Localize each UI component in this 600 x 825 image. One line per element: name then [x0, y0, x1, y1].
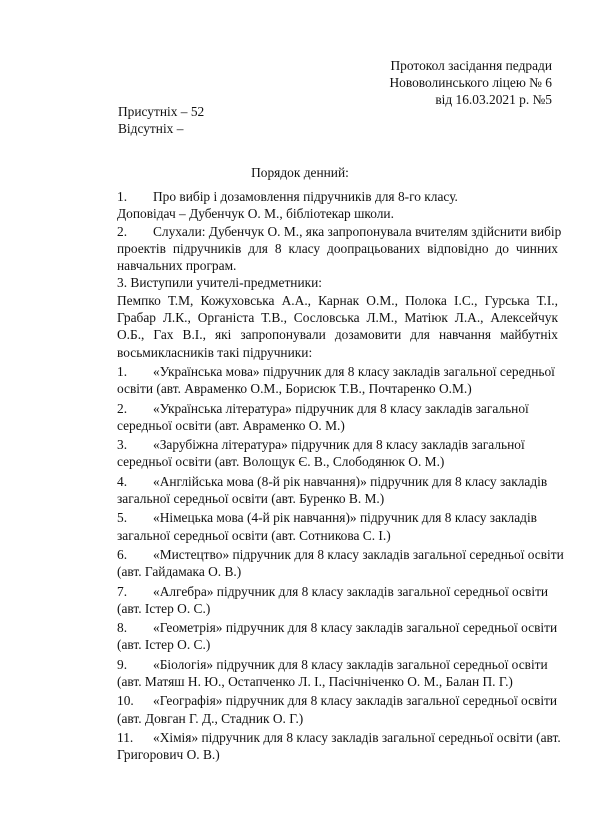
- textbook-authors: середньої освіти (авт. Волощук Є. В., Слободянюк О. М.): [117, 454, 445, 470]
- textbook-item: [117, 692, 558, 727]
- textbook-line-1: [117, 619, 558, 636]
- textbook-number: 3.: [117, 437, 128, 453]
- agenda-title: Порядок денний:: [251, 165, 349, 180]
- textbook-number: 7.: [117, 583, 128, 599]
- speaker-line: Доповідач – Дубенчук О. М., бібліотекар школи.: [117, 206, 394, 222]
- agenda-item-text: Про вибір і дозамовлення підручників для 8-го класу.: [153, 189, 458, 204]
- textbook-item: [117, 583, 558, 618]
- textbook-authors: середньої освіти (авт. Авраменко О. М.): [117, 417, 345, 433]
- textbook-item: [117, 363, 558, 398]
- textbook-line-1: [117, 583, 558, 600]
- textbook-number: 8.: [117, 620, 128, 636]
- agenda-item-number: 1.: [117, 189, 128, 204]
- absent-count: Відсутніх –: [118, 121, 184, 136]
- textbook-number: 10.: [117, 693, 134, 709]
- textbook-authors: (авт. Гайдамака О. В.): [117, 564, 242, 580]
- textbook-title: «Біологія» підручник для 8 класу закладів загальної середньої освіти: [153, 656, 548, 672]
- textbook-list: [117, 363, 564, 764]
- teachers-line-2: Грабар Л.К., Органіста Т.В., Сословська Л.М., Матіюк Л.А., Алексейчук: [117, 310, 558, 326]
- textbook-title: «Зарубіжна література» підручник для 8 класу закладів загальної: [153, 437, 525, 453]
- textbook-line-1: [117, 363, 558, 380]
- textbook-number: 2.: [117, 400, 128, 416]
- textbook-authors: загальної середньої освіти (авт. Буренко В. М.): [117, 491, 385, 507]
- protocol-header: [389, 57, 552, 108]
- textbook-item: [117, 656, 558, 691]
- agenda-item-number: 2.: [117, 223, 128, 239]
- attendance: [118, 103, 204, 137]
- present-count: Присутніх – 52: [118, 104, 205, 119]
- header-line-1: Протокол засідання педради: [390, 58, 552, 73]
- agenda-item-3: 3. Виступили учителі-предметники:: [117, 275, 323, 291]
- textbook-line-1: [117, 546, 564, 563]
- agenda-body: [117, 188, 564, 764]
- textbook-item: [117, 473, 558, 508]
- textbook-authors: (авт. Довган Г. Д., Стадник О. Г.): [117, 710, 304, 726]
- textbook-title: «Мистецтво» підручник для 8 класу закладів загальної середньої освіти: [153, 546, 564, 562]
- textbook-title: «Геометрія» підручник для 8 класу закладів загальної середньої освіти: [153, 620, 558, 636]
- agenda-item-2-line-3: навчальних програм.: [117, 258, 237, 274]
- textbook-authors: освіти (авт. Авраменко О.М., Борисюк Т.В., Почтаренко О.М.): [117, 381, 472, 397]
- textbook-number: 5.: [117, 510, 128, 526]
- textbook-title: «Українська література» підручник для 8 класу закладів загальної: [153, 400, 529, 416]
- textbook-item: [117, 619, 558, 654]
- agenda-item-2: [117, 223, 562, 240]
- textbook-number: 1.: [117, 363, 128, 379]
- textbook-title: «Хімія» підручник для 8 класу закладів загальної середньої освіти (авт.: [153, 729, 561, 745]
- textbook-line-1: [117, 656, 558, 673]
- textbook-line-1: [117, 436, 558, 453]
- textbook-item: [117, 400, 558, 435]
- teachers-line-1: Пемпко Т.М, Кожуховська А.А., Карнак О.М., Полока І.С., Гурська Т.І.,: [117, 292, 558, 308]
- textbook-line-1: [117, 509, 558, 526]
- agenda-item-2-line-2: проектів підручників для 8 класу доопрацьованих відповідно до чинних: [117, 240, 558, 256]
- textbook-authors: Григорович О. В.): [117, 747, 220, 763]
- textbook-item: [117, 436, 558, 471]
- textbook-number: 6.: [117, 546, 128, 562]
- textbook-line-1: [117, 473, 558, 490]
- textbook-title: «Німецька мова (4-й рік навчання)» підручник для 8 класу закладів: [153, 510, 538, 526]
- textbook-authors: (авт. Істер О. С.): [117, 600, 211, 616]
- textbook-title: «Англійська мова (8-й рік навчання)» підручник для 8 класу закладів: [153, 473, 548, 489]
- textbook-title: «Українська мова» підручник для 8 класу закладів загальної середньої: [153, 363, 555, 379]
- header-line-2: Нововолинського ліцею № 6: [389, 75, 552, 90]
- header-line-3: від 16.03.2021 р. №5: [435, 92, 552, 107]
- textbook-line-1: [117, 400, 558, 417]
- textbook-item: [117, 546, 564, 581]
- textbook-number: 9.: [117, 656, 128, 672]
- teachers-line-3: О.Б., Гах В.І., які запропонували дозамовити для навчання майбутніх: [117, 327, 558, 343]
- textbook-title: «Географія» підручник для 8 класу закладів загальної середньої освіти: [153, 693, 558, 709]
- agenda-item-text: Слухали: Дубенчук О. М., яка запропонувала вчителям здійснити вибір: [153, 223, 562, 239]
- textbook-number: 4.: [117, 473, 128, 489]
- teachers-line-4: восьмикласників такі підручники:: [117, 344, 313, 360]
- agenda-item-1: [117, 188, 558, 205]
- textbook-line-1: [117, 729, 561, 746]
- textbook-authors: загальної середньої освіти (авт. Сотникова С. І.): [117, 527, 391, 543]
- textbook-authors: (авт. Матяш Н. Ю., Остапченко Л. І., Пасічніченко О. М., Балан П. Г.): [117, 674, 513, 690]
- textbook-authors: (авт. Істер О. С.): [117, 637, 211, 653]
- textbook-title: «Алгебра» підручник для 8 класу закладів загальної середньої освіти: [153, 583, 549, 599]
- textbook-line-1: [117, 692, 558, 709]
- textbook-item: [117, 729, 561, 764]
- textbook-item: [117, 509, 558, 544]
- textbook-number: 11.: [117, 729, 134, 745]
